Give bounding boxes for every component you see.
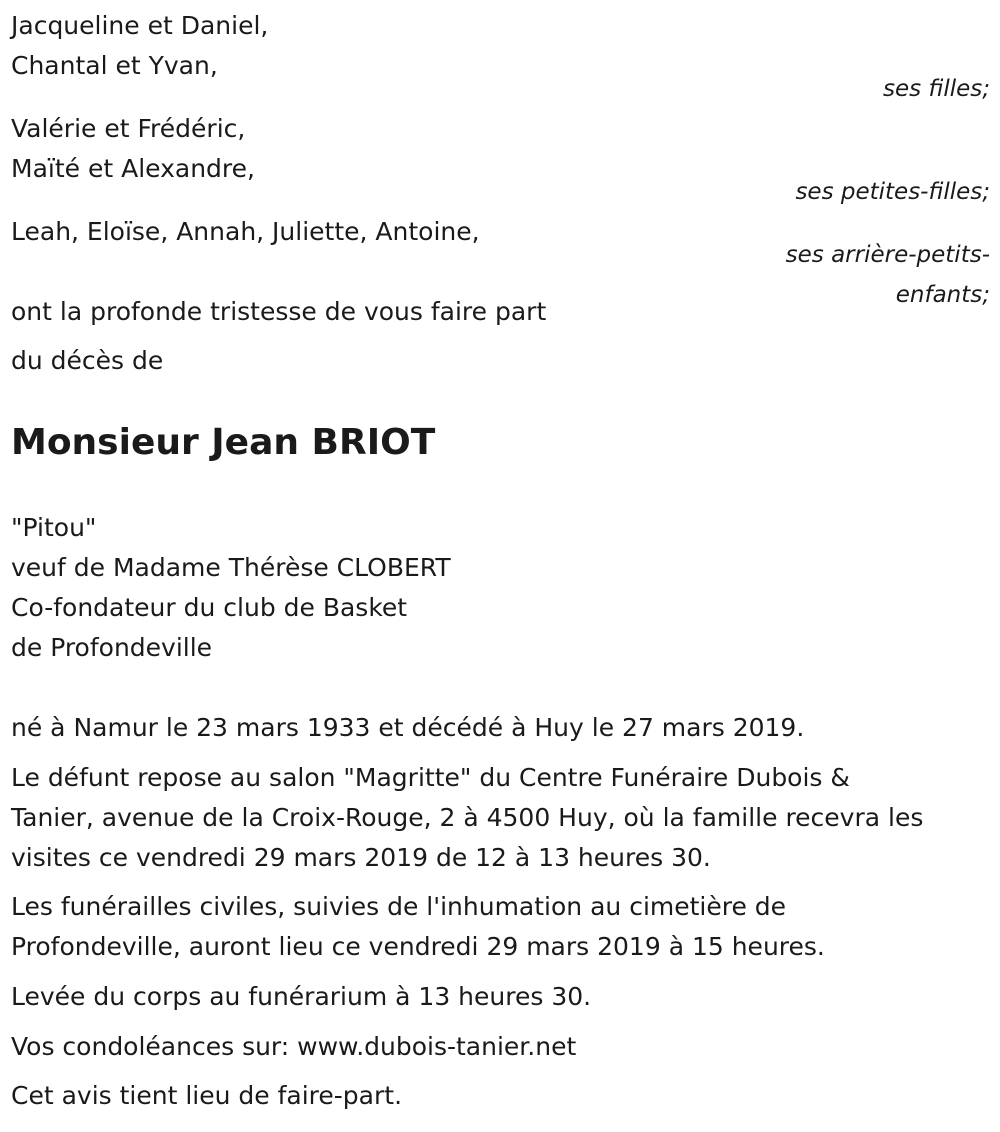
family-granddaughter-line-1: Valérie et Frédéric, <box>11 114 246 143</box>
great-grandchildren-label-2: enfants; <box>895 282 990 308</box>
birth-death: né à Namur le 23 mars 1933 et décédé à Huy le 27 mars 2019. <box>11 713 805 742</box>
deceased-title-1: Co-fondateur du club de Basket <box>11 593 408 622</box>
funeral-line-1: Les funérailles civiles, suivies de l'inhumation au cimetière de <box>11 892 787 921</box>
announcement-line-1: ont la profonde tristesse de vous faire part <box>11 297 547 326</box>
rest-line-3: visites ce vendredi 29 mars 2019 de 12 à 13 heures 30. <box>11 843 711 872</box>
levee-du-corps: Levée du corps au funérarium à 13 heures 30. <box>11 982 592 1011</box>
family-great-grandchildren: Leah, Eloïse, Annah, Juliette, Antoine, <box>11 217 480 246</box>
notice: Cet avis tient lieu de faire-part. <box>11 1081 403 1110</box>
deceased-nickname: "Pitou" <box>11 513 97 542</box>
daughters-label: ses filles; <box>883 76 990 102</box>
family-daughter-line-1: Jacqueline et Daniel, <box>11 11 269 40</box>
rest-line-1: Le défunt repose au salon "Magritte" du Centre Funéraire Dubois & <box>11 763 850 792</box>
funeral-line-2: Profondeville, auront lieu ce vendredi 29 mars 2019 à 15 heures. <box>11 932 825 961</box>
great-grandchildren-label-1: ses arrière-petits- <box>785 242 990 268</box>
announcement-line-2: du décès de <box>11 346 164 375</box>
granddaughters-label: ses petites-filles; <box>795 179 990 205</box>
deceased-title-2: de Profondeville <box>11 633 213 662</box>
deceased-widower: veuf de Madame Thérèse CLOBERT <box>11 553 451 582</box>
condolences: Vos condoléances sur: www.dubois-tanier.net <box>11 1032 577 1061</box>
family-daughter-line-2: Chantal et Yvan, <box>11 51 218 80</box>
rest-line-2: Tanier, avenue de la Croix-Rouge, 2 à 4500 Huy, où la famille recevra les <box>11 803 924 832</box>
deceased-name: Monsieur Jean BRIOT <box>11 422 436 463</box>
family-granddaughter-line-2: Maïté et Alexandre, <box>11 154 255 183</box>
